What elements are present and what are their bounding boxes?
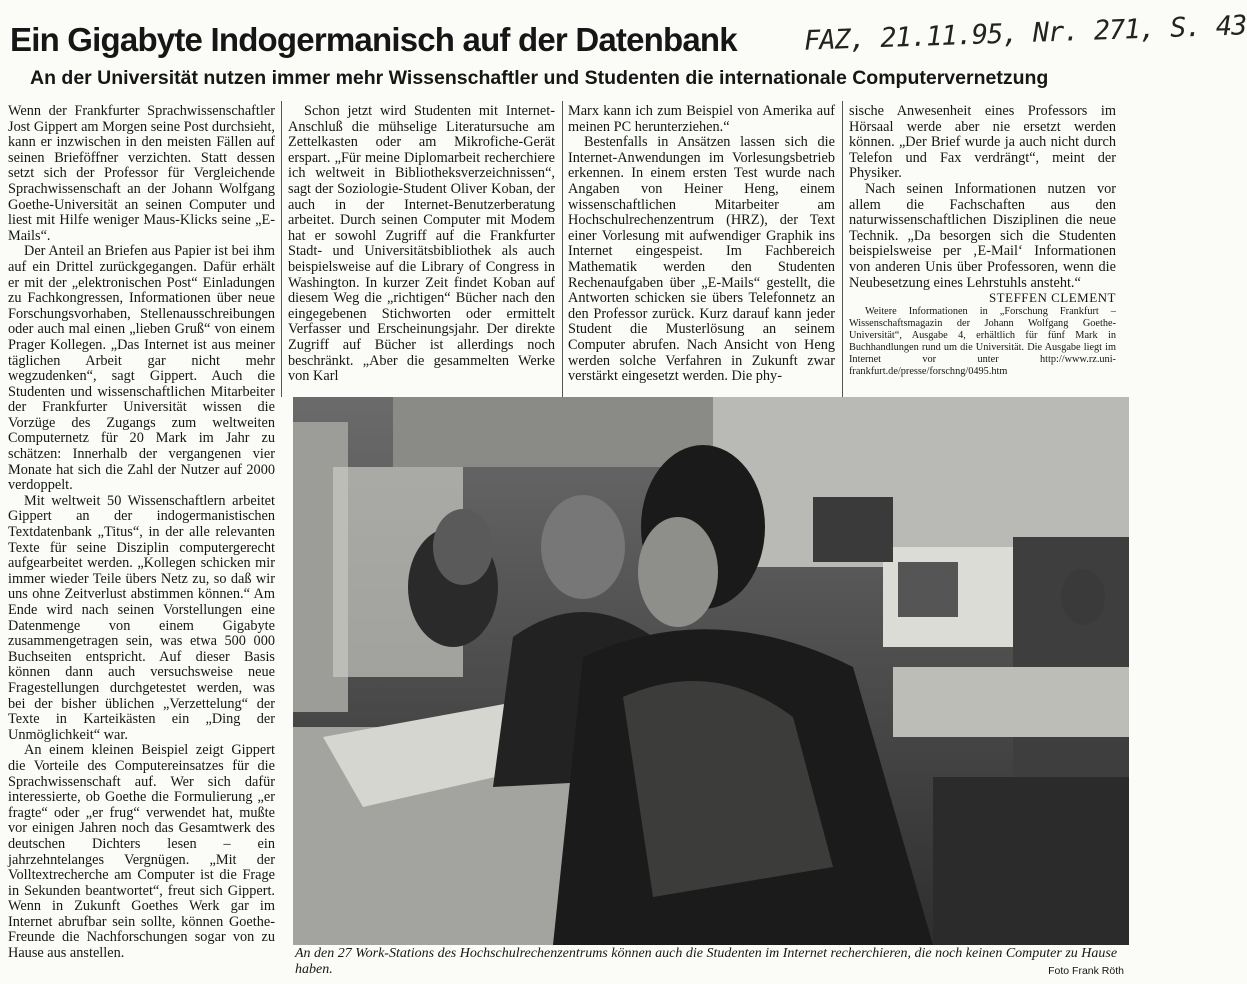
paragraph: Der Anteil an Briefen aus Papier ist bei ihm auf ein Drittel zurückgegangen. Dafür erhält er mit der „elektronischen Post“ Einladungen zu Fachkongressen, Informationen über neue Forschungsvorhaben, Stellenausschreibungen oder auch mal einen „lieben Gruß“ von einem Prager Kollegen. „Das Internet ist aus meiner täglichen Arbeit gar nicht mehr wegzudenken“, sagt Gippert. Auch die Studenten und wissenschaftlichen Mitarbeiter der Frankfurter Universität wissen die Vorzüge des Zugangs zum weltweiten Computernetz für 20 Mark im Jahr zu schätzen: Innerhalb der vergangenen vier Monate hat sich die Zahl der Nutzer auf 2000 verdoppelt. (8, 243, 275, 494)
news-photo (293, 397, 1129, 945)
paragraph: Bestenfalls in Ansätzen lassen sich die Internet-Anwendungen im Vorlesungsbetrieb erkennen. In einem ersten Test wurde nach Angaben von Heiner Heng, einem wissenschaftlichen Mitarbeiter am Hochschulrechenzentrum (HRZ), der Text einer Vorlesung mit aufwendiger Graphik ins Internet eingespeist. Im Fachbereich Mathematik werden den Studenten Rechenaufgaben über „E-Mails“ gestellt, die Antworten schicken sie übers Telefonnetz an den Professor zurück. Kurz darauf kann jeder Student die Musterlösung an seinem Computer abrufen. Nach Ansicht von Heng werden solche Verfahren in Zukunft zwar verstärkt eingesetzt werden. Die phy- (568, 134, 835, 385)
photo-computer-lab-illustration (293, 397, 1129, 945)
article-column-3 (568, 104, 835, 398)
photo-caption: An den 27 Work-Stations des Hochschulrechenzentrums können auch die Studenten im Internet recherchieren, die noch keinen Computer zu Hause haben. (295, 946, 1118, 977)
column-divider (281, 101, 282, 397)
article-column-1 (8, 104, 275, 982)
further-info-note: Weitere Informationen in „Forschung Frankfurt – Wissenschaftsmagazin der Johann Wolfgang Goethe-Universität“, Ausgabe 4, erhältlich für fünf Mark in Buchhandlungen rund um die Universität. Die Ausgabe liegt im Internet vor unter http://www.rz.uni-frankfurt.de/presse/forschng/0495.htm (849, 305, 1116, 377)
article-subheadline: An der Universität nutzen immer mehr Wissenschaftler und Studenten die internationale Computervernetzung (30, 67, 1049, 89)
article-column-2 (288, 104, 555, 398)
article-column-4 (849, 104, 1116, 398)
handwritten-source-note: FAZ, 21.11.95, Nr. 271, S. 43 (803, 10, 1247, 57)
paragraph: sische Anwesenheit eines Professors im Hörsaal werde aber nie ersetzt werden können. „Der Brief wurde ja auch nicht durch Telefon und Fax verdrängt“, meint der Physiker. (849, 103, 1116, 182)
paragraph: An einem kleinen Beispiel zeigt Gippert die Vorteile des Computereinsatzes für die Sprachwissenschaft auf. Wer sich dafür interessierte, ob Goethe die Formulierung „er fragte“ oder „er frug“ verwendet hat, mußte vor einigen Jahren noch das Gesamtwerk des deutschen Dichters lesen – ein jahrzehntelanges Vergnügen. „Mit der Volltextrecherche am Computer ist die Frage in Sekunden beantwortet“, freut sich Gippert. Wenn in Zukunft Goethes Werk gar im Internet abrufbar sein sollte, können Goethe-Freunde die Nachforschungen sogar von zu Hause aus anstellen. (8, 742, 275, 962)
paragraph: Nach seinen Informationen nutzen vor allem die Fachschaften aus den naturwissenschaftlichen Disziplinen die neue Technik. „Da besorgen sich die Studenten beispielsweise per ‚E-Mail‘ Informationen von anderen Unis über Professoren, wenn die Neubesetzung eines Lehrstuhls ansteht.“ (849, 180, 1116, 291)
photo-credit: Foto Frank Röth (1048, 965, 1124, 977)
paragraph: Wenn der Frankfurter Sprachwissenschaftler Jost Gippert am Morgen seine Post durchsieht, kann er inzwischen in den meisten Fällen auf seinen Brieföffner verzichten. Statt dessen setzt sich der Professor für Vergleichende Sprachwissenschaft an der Johann Wolfgang Goethe-Universität an seinen Computer und liest mit Hilfe weniger Maus-Klicks seine „E-Mails“. (8, 103, 275, 244)
paragraph: Mit weltweit 50 Wissenschaftlern arbeitet Gippert an der indogermanistischen Textdatenbank „Titus“, in der alle relevanten Texte für seine Disziplin computergerecht aufgearbeitet werden. „Kollegen schicken mir immer wieder Teile übers Netz zu, so daß wir uns ohne Zeitverlust abstimmen können.“ Am Ende wird nach seinen Vorstellungen eine Datenmenge von einem Gigabyte zusammengetragen sein, was etwa 500 000 Buchseiten entspricht. Auf dieser Basis können dann auch versuchsweise neue Fragestellungen durchgetestet werden, was bei der bisher üblichen „Verzettelung“ der Texte in Karteikästen ein „Ding der Unmöglichkeit“ war. (8, 492, 275, 743)
paragraph: Marx kann ich zum Beispiel von Amerika auf meinen PC herunterziehen.“ (568, 103, 835, 135)
article-author: STEFFEN CLEMENT (988, 290, 1116, 306)
column-divider (842, 101, 843, 397)
paragraph: Schon jetzt wird Studenten mit Internet-Anschluß die mühselige Literatursuche am Zettelkasten oder am Mikrofiche-Gerät erspart. „Für meine Diplomarbeit recherchiere ich weltweit in Bibliotheksverzeichnissen“, sagt der Soziologie-Student Oliver Koban, der auch in der Internet-Benutzerberatung arbeitet. Durch seinen Computer mit Modem hat er sowohl Zugriff auf die Frankfurter Stadt- und Universitätsbibliothek als auch beispielsweise auf die Library of Congress in Washington. In kurzer Zeit findet Koban auf diesem Weg die „richtigen“ Bücher nach den eingegebenen Stichworten oder ermittelt Verfasser und Erscheinungsjahr. Der direkte Zugriff auf Bücher ist allerdings noch beschränkt. „Aber die gesammelten Werke von Karl (288, 103, 555, 385)
article-headline: Ein Gigabyte Indogermanisch auf der Datenbank (10, 21, 737, 58)
column-divider (562, 101, 563, 397)
